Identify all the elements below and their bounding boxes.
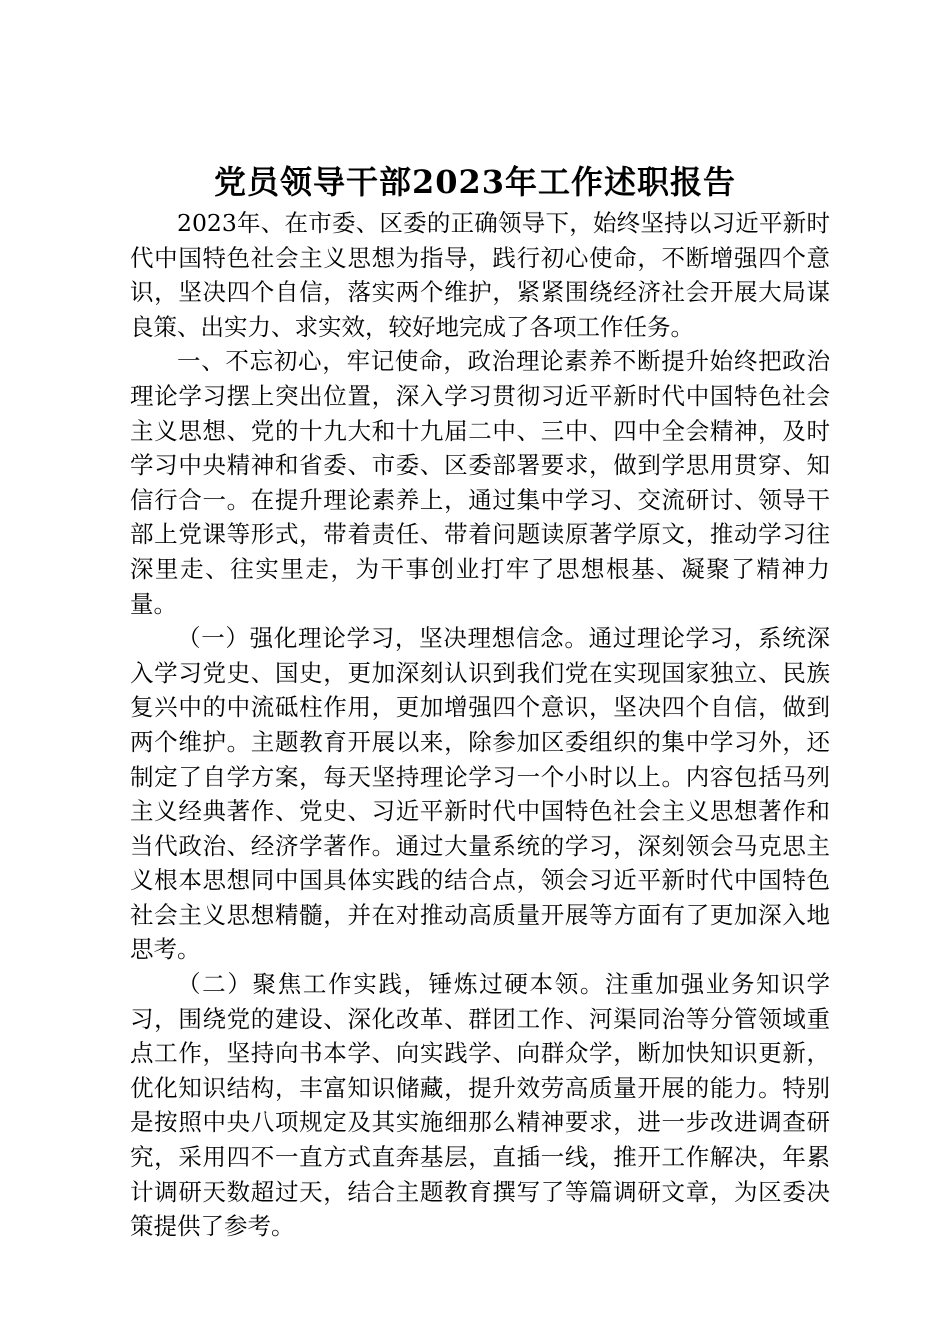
document-body	[130, 206, 830, 1244]
paragraph-subsection-2: （二）聚焦工作实践，锤炼过硬本领。注重加强业务知识学习，围绕党的建设、深化改革、群团工作、河渠同治等分管领域重点工作，坚持向书本学、向实践学、向群众学，断加快知识更新，优化知识结构，丰富知识储藏，提升效劳高质量开展的能力。特别是按照中央八项规定及其实施细那么精神要求，进一步改进调查研究，采用四不一直方式直奔基层，直插一线，推开工作解决，年累计调研天数超过天，结合主题教育撰写了等篇调研文章，为区委决策提供了参考。	[130, 970, 830, 1241]
paragraph-subsection-1: （一）强化理论学习，坚决理想信念。通过理论学习，系统深入学习党史、国史，更加深刻认识到我们党在实现国家独立、民族复兴中的中流砥柱作用，更加增强四个意识，坚决四个自信，做到两个维护。主题教育开展以来，除参加区委组织的集中学习外，还制定了自学方案，每天坚持理论学习一个小时以上。内容包括马列主义经典著作、党史、习近平新时代中国特色社会主义思想著作和当代政治、经济学著作。通过大量系统的学习，深刻领会马克思主义根本思想同中国具体实践的结合点，领会习近平新时代中国特色社会主义思想精髓，并在对推动高质量开展等方面有了更加深入地思考。	[130, 624, 830, 964]
document-title: 党员领导干部2023年工作述职报告	[213, 163, 737, 201]
paragraph-intro: 2023年、在市委、区委的正确领导下，始终坚持以习近平新时代中国特色社会主义思想为指导，践行初心使命，不断增强四个意识，坚决四个自信，落实两个维护，紧紧围绕经济社会开展大局谋良策、出实力、求实效，较好地完成了各项工作任务。	[130, 209, 830, 341]
paragraph-section-1: 一、不忘初心，牢记使命，政治理论素养不断提升始终把政治理论学习摆上突出位置，深入学习贯彻习近平新时代中国特色社会主义思想、党的十九大和十九届二中、三中、四中全会精神，及时学习中央精神和省委、市委、区委部署要求，做到学思用贯穿、知信行合一。在提升理论素养上，通过集中学习、交流研讨、领导干部上党课等形式，带着责任、带着问题读原著学原文，推动学习往深里走、往实里走，为干事创业打牢了思想根基、凝聚了精神力量。	[130, 347, 830, 618]
